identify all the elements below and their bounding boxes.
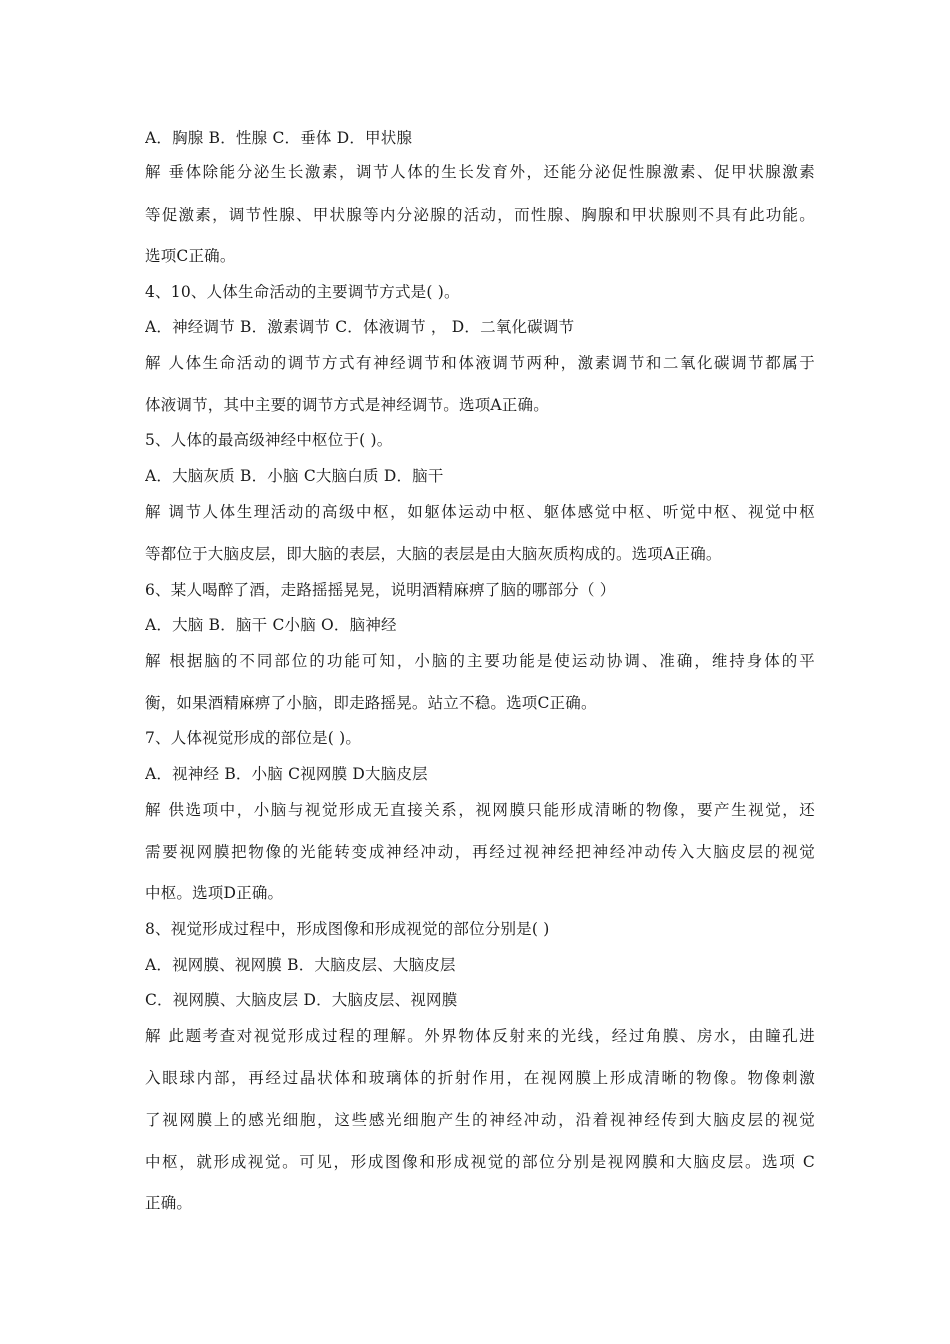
text-line: A．视神经 B．小脑 C视网膜 D大脑皮层 — [145, 765, 428, 783]
text-line: 解 此题考查对视觉形成过程的理解。外界物体反射来的光线，经过角膜、房水，由瞳孔进 — [145, 1027, 815, 1045]
text-line: 解 供选项中，小脑与视觉形成无直接关系，视网膜只能形成清晰的物像，要产生视觉，还 — [145, 801, 815, 819]
text-line: 中枢。选项D正确。 — [145, 884, 284, 902]
text-line: C．视网膜、大脑皮层 D．大脑皮层、视网膜 — [145, 991, 458, 1009]
text-line: A．神经调节 B．激素调节 C．体液调节 ， D．二氧化碳调节 — [145, 318, 575, 336]
text-line: 解 调节人体生理活动的高级中枢，如躯体运动中枢、躯体感觉中枢、听觉中枢、视觉中枢 — [145, 503, 815, 521]
text-line: 需要视网膜把物像的光能转变成神经冲动，再经过视神经把神经冲动传入大脑皮层的视觉 — [145, 843, 815, 861]
text-line: 等都位于大脑皮层，即大脑的表层，大脑的表层是由大脑灰质构成的。选项A正确。 — [145, 545, 722, 563]
text-line: 等促激素，调节性腺、甲状腺等内分泌腺的活动，而性腺、胸腺和甲状腺则不具有此功能。 — [145, 206, 815, 224]
text-line: 选项C正确。 — [145, 247, 236, 265]
text-line: 解 垂体除能分泌生长激素，调节人体的生长发育外，还能分泌促性腺激素、促甲状腺激素 — [145, 163, 815, 181]
text-line: A．视网膜、视网膜 B．大脑皮层、大脑皮层 — [145, 956, 456, 974]
text-line: 解 人体生命活动的调节方式有神经调节和体液调节两种，激素调节和二氧化碳调节都属于 — [145, 354, 815, 372]
text-line: A．胸腺 B．性腺 C．垂体 D．甲状腺 — [145, 129, 413, 147]
text-line: A．大脑 B．脑干 C小脑 O．脑神经 — [145, 616, 397, 634]
text-line: 衡，如果酒精麻痹了小脑，即走路摇晃。站立不稳。选项C正确。 — [145, 694, 597, 712]
question-line: 6、某人喝醉了酒，走路摇摇晃晃，说明酒精麻痹了脑的哪部分（ ） — [145, 581, 616, 599]
question-line: 8、视觉形成过程中，形成图像和形成视觉的部位分别是( ) — [145, 920, 550, 938]
text-line: 了视网膜上的感光细胞，这些感光细胞产生的神经冲动，沿着视神经传到大脑皮层的视觉 — [145, 1111, 815, 1129]
text-line: 入眼球内部，再经过晶状体和玻璃体的折射作用，在视网膜上形成清晰的物像。物像刺激 — [145, 1069, 815, 1087]
question-line: 7、人体视觉形成的部位是( )。 — [145, 729, 362, 747]
text-line: 正确。 — [145, 1194, 193, 1212]
text-line: 解 根据脑的不同部位的功能可知，小脑的主要功能是使运动协调、准确，维持身体的平 — [145, 652, 815, 670]
question-line: 5、人体的最高级神经中枢位于( )。 — [145, 431, 393, 449]
text-line: A．大脑灰质 B．小脑 C大脑白质 D．脑干 — [145, 467, 444, 485]
question-line: 4、10、人体生命活动的主要调节方式是( )。 — [145, 283, 460, 301]
text-line: 体液调节，其中主要的调节方式是神经调节。选项A正确。 — [145, 396, 549, 414]
text-line: 中枢，就形成视觉。可见，形成图像和形成视觉的部位分别是视网膜和大脑皮层。选项 C — [145, 1153, 815, 1171]
